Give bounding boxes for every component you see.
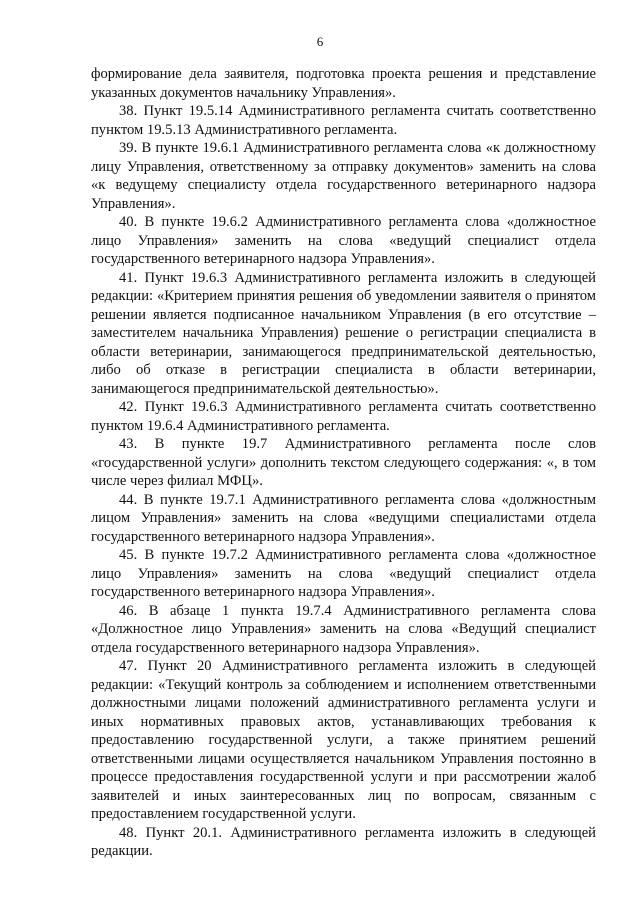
page-number: 6: [316, 34, 324, 49]
paragraph-40: 40. В пункте 19.6.2 Административного регламента слова «должностное лицо Управления» заменить на слова «ведущий специалист отдела государственного ветеринарного надзора Управления».: [91, 214, 596, 267]
paragraph-42: 42. Пункт 19.6.3 Административного регламента считать соответственно пунктом 19.6.4 Административного регламента.: [91, 399, 596, 434]
paragraph-44: 44. В пункте 19.7.1 Административного регламента слова «должностным лицом Управления» заменить на слова «ведущими специалистами отдела государственного ветеринарного надзора Управления».: [91, 491, 596, 545]
paragraph-46: 46. В абзаце 1 пункта 19.7.4 Административного регламента слова «Должностное лицо Управления» заменить на слова «Ведущий специалист отдела государственного ветеринарного надзора Управления».: [91, 602, 596, 656]
paragraph-48: 48. Пункт 20.1. Административного регламента изложить в следующей редакции.: [91, 824, 596, 859]
paragraph-41: 41. Пункт 19.6.3 Административного регламента изложить в следующей редакции: «Критерием принятия решения об уведомлении заявителя о принятом решении является подписанное начальником Управления (в его отсутствие – заместителем начальника Управления) решение о регистрации специалиста в области ветеринарии, занимающегося предпринимательской деятельностью, либо об отказе в регистрации специалиста в области ветеринарии, занимающегося предпринимательской деятельностью».: [91, 269, 596, 397]
paragraph-38: 38. Пункт 19.5.14 Административного регламента считать соответственно пунктом 19.5.13 Административного регламента.: [91, 103, 596, 138]
paragraph-43: 43. В пункте 19.7 Административного регламента после слов «государственной услуги» дополнить текстом следующего содержания: «, в том числе через филиал МФЦ».: [91, 436, 596, 489]
paragraph-39: 39. В пункте 19.6.1 Административного регламента слова «к должностному лицу Управления, ответственному за отправку документов» заменить на слова «к ведущему специалисту отдела государственного ветеринарного надзора Управления».: [91, 140, 596, 212]
paragraph-45: 45. В пункте 19.7.2 Административного регламента слова «должностное лицо Управления» заменить на слова «ведущий специалист отдела государственного ветеринарного надзора Управления».: [91, 547, 596, 600]
paragraph-continuation: формирование дела заявителя, подготовка проекта решения и представление указанных документов начальнику Управления».: [91, 66, 596, 101]
paragraph-47: 47. Пункт 20 Административного регламента изложить в следующей редакции: «Текущий контроль за соблюдением и исполнением ответственными должностными лицами положений административного регламента услуги и иных нормативных правовых актов, устанавливающих требования к предоставлению государственной услуги, а также принятием решений ответственными лицами осуществляется начальником Управления постоянно в процессе предоставления государственной услуги и при рассмотрении жалоб заявителей и иных заинтересованных лиц по вопросам, связанным с предоставлением государственной услуги.: [91, 658, 596, 822]
document-body: [91, 65, 596, 861]
